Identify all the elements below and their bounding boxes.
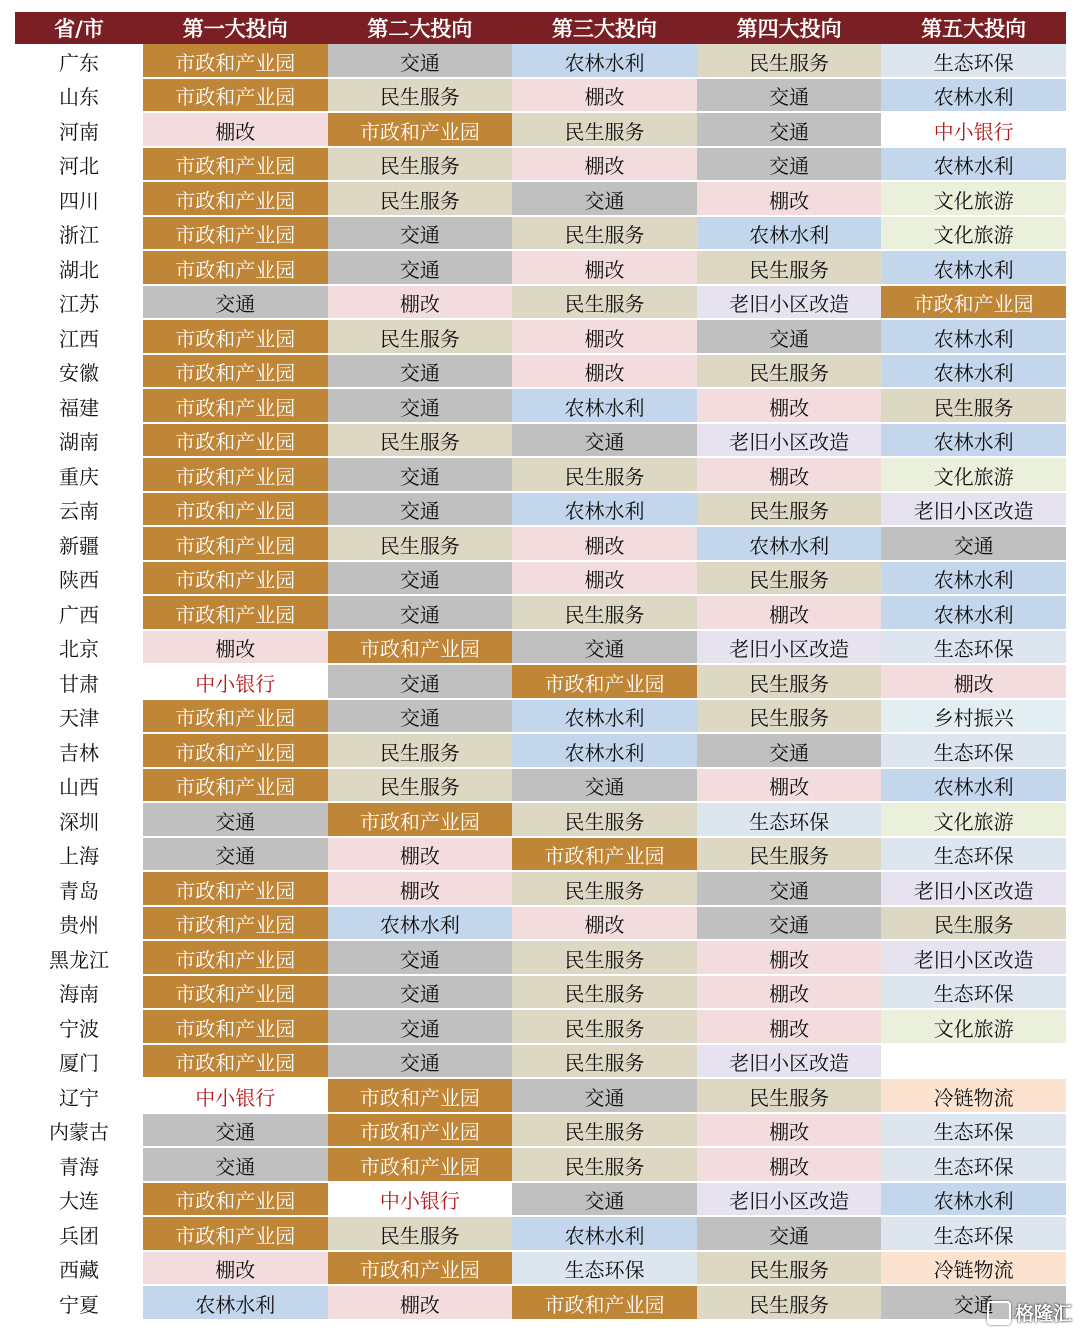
investment-cell-rank-2: 农林水利	[328, 907, 513, 942]
table-row	[15, 1183, 1066, 1218]
investment-cell-rank-4: 生态环保	[697, 803, 882, 838]
table-row	[15, 907, 1066, 942]
table-row	[15, 1045, 1066, 1080]
investment-cell-rank-1: 棚改	[143, 113, 328, 148]
province-cell: 福建	[15, 389, 143, 424]
investment-cell-rank-1: 交通	[143, 838, 328, 873]
investment-cell-rank-5: 农林水利	[881, 79, 1066, 114]
investment-cell-rank-3: 民生服务	[512, 872, 697, 907]
investment-cell-rank-4: 交通	[697, 148, 882, 183]
table-row	[15, 734, 1066, 769]
investment-cell-rank-1: 市政和产业园	[143, 251, 328, 286]
investment-cell-rank-2: 市政和产业园	[328, 631, 513, 666]
investment-cell-rank-2: 交通	[328, 389, 513, 424]
investment-cell-rank-5: 交通	[881, 1286, 1066, 1321]
investment-cell-rank-3: 民生服务	[512, 803, 697, 838]
province-cell: 新疆	[15, 527, 143, 562]
investment-cell-rank-3: 市政和产业园	[512, 665, 697, 700]
province-cell: 青海	[15, 1148, 143, 1183]
investment-cell-rank-3: 农林水利	[512, 1217, 697, 1252]
investment-cell-rank-3: 民生服务	[512, 976, 697, 1011]
province-cell: 宁波	[15, 1010, 143, 1045]
investment-cell-rank-3: 民生服务	[512, 596, 697, 631]
investment-cell-rank-3: 棚改	[512, 251, 697, 286]
table-row	[15, 1148, 1066, 1183]
investment-cell-rank-3: 农林水利	[512, 493, 697, 528]
investment-cell-rank-5: 生态环保	[881, 734, 1066, 769]
table-row	[15, 148, 1066, 183]
table-row	[15, 217, 1066, 252]
table-row	[15, 665, 1066, 700]
table-row	[15, 79, 1066, 114]
investment-cell-rank-1: 中小银行	[143, 665, 328, 700]
investment-cell-rank-1: 农林水利	[143, 1286, 328, 1321]
investment-cell-rank-1: 市政和产业园	[143, 182, 328, 217]
investment-cell-rank-3: 交通	[512, 769, 697, 804]
investment-cell-rank-2: 棚改	[328, 286, 513, 321]
investment-cell-rank-3: 交通	[512, 182, 697, 217]
investment-cell-rank-2: 棚改	[328, 1286, 513, 1321]
investment-cell-rank-4: 交通	[697, 79, 882, 114]
investment-cell-rank-5: 农林水利	[881, 562, 1066, 597]
investment-cell-rank-5: 冷链物流	[881, 1079, 1066, 1114]
investment-cell-rank-5: 文化旅游	[881, 217, 1066, 252]
investment-cell-rank-3: 民生服务	[512, 113, 697, 148]
investment-cell-rank-1: 市政和产业园	[143, 769, 328, 804]
table-row	[15, 1252, 1066, 1287]
investment-cell-rank-3: 农林水利	[512, 44, 697, 79]
investment-cell-rank-5: 农林水利	[881, 148, 1066, 183]
province-cell: 吉林	[15, 734, 143, 769]
table-row	[15, 355, 1066, 390]
investment-cell-rank-1: 交通	[143, 803, 328, 838]
province-cell: 贵州	[15, 907, 143, 942]
investment-cell-rank-4: 老旧小区改造	[697, 1183, 882, 1218]
province-cell: 浙江	[15, 217, 143, 252]
table-row	[15, 803, 1066, 838]
table-row	[15, 493, 1066, 528]
province-cell: 广西	[15, 596, 143, 631]
investment-cell-rank-5: 文化旅游	[881, 458, 1066, 493]
investment-cell-rank-4: 交通	[697, 734, 882, 769]
province-cell: 广东	[15, 44, 143, 79]
investment-cell-rank-1: 市政和产业园	[143, 44, 328, 79]
province-cell: 天津	[15, 700, 143, 735]
investment-cell-rank-1: 市政和产业园	[143, 493, 328, 528]
table-row	[15, 389, 1066, 424]
table-row	[15, 458, 1066, 493]
investment-cell-rank-2: 交通	[328, 700, 513, 735]
province-cell: 山西	[15, 769, 143, 804]
investment-cell-rank-3: 棚改	[512, 562, 697, 597]
logo-icon	[987, 1301, 1011, 1325]
investment-cell-rank-1: 棚改	[143, 631, 328, 666]
investment-cell-rank-3: 棚改	[512, 907, 697, 942]
province-cell: 河南	[15, 113, 143, 148]
investment-cell-rank-2: 市政和产业园	[328, 1148, 513, 1183]
province-cell: 青岛	[15, 872, 143, 907]
investment-cell-rank-2: 交通	[328, 596, 513, 631]
province-cell: 湖南	[15, 424, 143, 459]
investment-cell-rank-1: 交通	[143, 1114, 328, 1149]
investment-cell-rank-4: 交通	[697, 113, 882, 148]
table-row	[15, 941, 1066, 976]
province-cell: 海南	[15, 976, 143, 1011]
investment-cell-rank-2: 市政和产业园	[328, 803, 513, 838]
table-row	[15, 700, 1066, 735]
investment-cell-rank-5: 生态环保	[881, 44, 1066, 79]
investment-cell-rank-2: 交通	[328, 976, 513, 1011]
investment-cell-rank-4: 交通	[697, 872, 882, 907]
investment-cell-rank-2: 棚改	[328, 838, 513, 873]
investment-cell-rank-2: 交通	[328, 562, 513, 597]
investment-cell-rank-5: 冷链物流	[881, 1252, 1066, 1287]
investment-cell-rank-3: 棚改	[512, 320, 697, 355]
investment-cell-rank-5: 农林水利	[881, 769, 1066, 804]
investment-cell-rank-5: 棚改	[881, 665, 1066, 700]
table-row	[15, 1114, 1066, 1149]
investment-cell-rank-2: 交通	[328, 941, 513, 976]
province-cell: 宁夏	[15, 1286, 143, 1321]
investment-cell-rank-2: 民生服务	[328, 424, 513, 459]
investment-cell-rank-2: 市政和产业园	[328, 113, 513, 148]
investment-cell-rank-1: 市政和产业园	[143, 458, 328, 493]
investment-cell-rank-1: 市政和产业园	[143, 148, 328, 183]
investment-cell-rank-2: 民生服务	[328, 79, 513, 114]
table-row	[15, 1010, 1066, 1045]
table-row	[15, 182, 1066, 217]
province-cell: 辽宁	[15, 1079, 143, 1114]
investment-cell-rank-3: 棚改	[512, 527, 697, 562]
watermark-logo	[987, 1299, 1072, 1326]
investment-cell-rank-1: 市政和产业园	[143, 1010, 328, 1045]
header-province: 省/市	[15, 12, 143, 44]
investment-cell-rank-4: 民生服务	[697, 1286, 882, 1321]
investment-cell-rank-2: 交通	[328, 665, 513, 700]
investment-cell-rank-1: 市政和产业园	[143, 1183, 328, 1218]
investment-cell-rank-5: 生态环保	[881, 1114, 1066, 1149]
header-rank-4: 第四大投向	[697, 12, 882, 44]
header-rank-5: 第五大投向	[881, 12, 1066, 44]
investment-cell-rank-1: 市政和产业园	[143, 1217, 328, 1252]
investment-cell-rank-4: 民生服务	[697, 838, 882, 873]
investment-cell-rank-3: 农林水利	[512, 734, 697, 769]
investment-cell-rank-5: 文化旅游	[881, 1010, 1066, 1045]
province-cell: 厦门	[15, 1045, 143, 1080]
investment-cell-rank-5: 农林水利	[881, 424, 1066, 459]
investment-cell-rank-3: 交通	[512, 1079, 697, 1114]
province-cell: 甘肃	[15, 665, 143, 700]
investment-cell-rank-1: 市政和产业园	[143, 389, 328, 424]
investment-cell-rank-5: 中小银行	[881, 113, 1066, 148]
investment-cell-rank-3: 市政和产业园	[512, 1286, 697, 1321]
investment-cell-rank-5: 农林水利	[881, 596, 1066, 631]
investment-cell-rank-1: 交通	[143, 286, 328, 321]
table-row	[15, 1286, 1066, 1321]
investment-cell-rank-4: 老旧小区改造	[697, 1045, 882, 1080]
investment-cell-rank-4: 民生服务	[697, 1252, 882, 1287]
investment-cell-rank-1: 市政和产业园	[143, 79, 328, 114]
table-row	[15, 527, 1066, 562]
province-cell: 湖北	[15, 251, 143, 286]
table-row	[15, 286, 1066, 321]
investment-cell-rank-1: 市政和产业园	[143, 907, 328, 942]
investment-cell-rank-4: 老旧小区改造	[697, 631, 882, 666]
header-rank-3: 第三大投向	[512, 12, 697, 44]
province-cell: 深圳	[15, 803, 143, 838]
province-cell: 北京	[15, 631, 143, 666]
table-row	[15, 1079, 1066, 1114]
province-cell: 兵团	[15, 1217, 143, 1252]
investment-cell-rank-1: 市政和产业园	[143, 1045, 328, 1080]
investment-cell-rank-2: 交通	[328, 1045, 513, 1080]
investment-cell-rank-5: 老旧小区改造	[881, 941, 1066, 976]
investment-cell-rank-5: 文化旅游	[881, 803, 1066, 838]
investment-cell-rank-2: 民生服务	[328, 1217, 513, 1252]
investment-cell-rank-2: 交通	[328, 458, 513, 493]
investment-cell-rank-5: 生态环保	[881, 1148, 1066, 1183]
investment-cell-rank-4: 民生服务	[697, 700, 882, 735]
investment-cell-rank-5: 民生服务	[881, 907, 1066, 942]
investment-cell-rank-1: 市政和产业园	[143, 320, 328, 355]
header-rank-1: 第一大投向	[143, 12, 328, 44]
investment-cell-rank-1: 市政和产业园	[143, 596, 328, 631]
header-rank-2: 第二大投向	[328, 12, 513, 44]
investment-cell-rank-1: 市政和产业园	[143, 527, 328, 562]
investment-cell-rank-4: 棚改	[697, 769, 882, 804]
investment-cell-rank-4: 民生服务	[697, 493, 882, 528]
investment-cell-rank-2: 棚改	[328, 872, 513, 907]
investment-cell-rank-1: 市政和产业园	[143, 734, 328, 769]
header-row	[15, 12, 1066, 44]
investment-cell-rank-1: 市政和产业园	[143, 941, 328, 976]
investment-cell-rank-3: 民生服务	[512, 1010, 697, 1045]
investment-cell-rank-1: 市政和产业园	[143, 976, 328, 1011]
investment-cell-rank-3: 棚改	[512, 148, 697, 183]
province-cell: 上海	[15, 838, 143, 873]
table-row	[15, 320, 1066, 355]
investment-cell-rank-1: 中小银行	[143, 1079, 328, 1114]
province-cell: 陕西	[15, 562, 143, 597]
province-cell: 河北	[15, 148, 143, 183]
investment-cell-rank-1: 市政和产业园	[143, 355, 328, 390]
investment-cell-rank-2: 民生服务	[328, 769, 513, 804]
investment-cell-rank-4: 交通	[697, 1217, 882, 1252]
investment-cell-rank-2: 市政和产业园	[328, 1079, 513, 1114]
table-row	[15, 596, 1066, 631]
investment-cell-rank-4: 棚改	[697, 941, 882, 976]
investment-cell-rank-3: 民生服务	[512, 941, 697, 976]
province-cell: 安徽	[15, 355, 143, 390]
investment-cell-rank-5: 交通	[881, 527, 1066, 562]
investment-cell-rank-3: 交通	[512, 424, 697, 459]
investment-cell-rank-3: 民生服务	[512, 458, 697, 493]
investment-cell-rank-1: 市政和产业园	[143, 872, 328, 907]
table-row	[15, 838, 1066, 873]
investment-cell-rank-5: 生态环保	[881, 838, 1066, 873]
investment-cell-rank-3: 民生服务	[512, 217, 697, 252]
investment-cell-rank-1: 市政和产业园	[143, 424, 328, 459]
investment-cell-rank-4: 棚改	[697, 1010, 882, 1045]
investment-cell-rank-5: 老旧小区改造	[881, 872, 1066, 907]
investment-cell-rank-5: 农林水利	[881, 320, 1066, 355]
province-cell: 四川	[15, 182, 143, 217]
province-cell: 云南	[15, 493, 143, 528]
investment-cell-rank-3: 民生服务	[512, 1148, 697, 1183]
province-cell: 内蒙古	[15, 1114, 143, 1149]
investment-direction-table	[15, 12, 1066, 1321]
investment-cell-rank-2: 民生服务	[328, 148, 513, 183]
investment-cell-rank-4: 民生服务	[697, 562, 882, 597]
investment-cell-rank-1: 市政和产业园	[143, 700, 328, 735]
investment-cell-rank-5: 农林水利	[881, 355, 1066, 390]
investment-cell-rank-4: 民生服务	[697, 44, 882, 79]
investment-cell-rank-3: 棚改	[512, 79, 697, 114]
table-row	[15, 631, 1066, 666]
investment-cell-rank-4: 农林水利	[697, 217, 882, 252]
investment-cell-rank-3: 民生服务	[512, 286, 697, 321]
investment-cell-rank-4: 棚改	[697, 458, 882, 493]
investment-cell-rank-3: 市政和产业园	[512, 838, 697, 873]
investment-cell-rank-5: 民生服务	[881, 389, 1066, 424]
province-cell: 重庆	[15, 458, 143, 493]
table-row	[15, 251, 1066, 286]
investment-cell-rank-2: 民生服务	[328, 320, 513, 355]
investment-cell-rank-2: 交通	[328, 44, 513, 79]
investment-cell-rank-3: 农林水利	[512, 700, 697, 735]
investment-cell-rank-1: 市政和产业园	[143, 562, 328, 597]
investment-cell-rank-2: 交通	[328, 251, 513, 286]
province-cell: 黑龙江	[15, 941, 143, 976]
investment-cell-rank-5: 生态环保	[881, 976, 1066, 1011]
province-cell: 大连	[15, 1183, 143, 1218]
province-cell: 江西	[15, 320, 143, 355]
province-cell: 山东	[15, 79, 143, 114]
investment-cell-rank-2: 市政和产业园	[328, 1114, 513, 1149]
table-row	[15, 872, 1066, 907]
investment-cell-rank-2: 交通	[328, 1010, 513, 1045]
investment-cell-rank-4: 交通	[697, 320, 882, 355]
investment-cell-rank-4: 棚改	[697, 1114, 882, 1149]
investment-cell-rank-5: 市政和产业园	[881, 286, 1066, 321]
table-row	[15, 976, 1066, 1011]
table-body	[15, 44, 1066, 1321]
investment-cell-rank-5: 生态环保	[881, 1217, 1066, 1252]
province-cell: 西藏	[15, 1252, 143, 1287]
investment-cell-rank-4: 民生服务	[697, 1079, 882, 1114]
investment-cell-rank-4: 棚改	[697, 976, 882, 1011]
investment-table-container	[15, 12, 1066, 1321]
table-row	[15, 44, 1066, 79]
investment-cell-rank-4: 民生服务	[697, 355, 882, 390]
province-cell: 江苏	[15, 286, 143, 321]
investment-cell-rank-2: 中小银行	[328, 1183, 513, 1218]
table-row	[15, 769, 1066, 804]
investment-cell-rank-3: 生态环保	[512, 1252, 697, 1287]
investment-cell-rank-5: 农林水利	[881, 251, 1066, 286]
investment-cell-rank-5: 老旧小区改造	[881, 493, 1066, 528]
investment-cell-rank-4: 老旧小区改造	[697, 424, 882, 459]
investment-cell-rank-1: 市政和产业园	[143, 217, 328, 252]
table-row	[15, 424, 1066, 459]
investment-cell-rank-3: 交通	[512, 1183, 697, 1218]
investment-cell-rank-5	[881, 1045, 1066, 1080]
investment-cell-rank-1: 棚改	[143, 1252, 328, 1287]
investment-cell-rank-5: 生态环保	[881, 631, 1066, 666]
investment-cell-rank-4: 棚改	[697, 1148, 882, 1183]
investment-cell-rank-2: 民生服务	[328, 182, 513, 217]
investment-cell-rank-2: 交通	[328, 493, 513, 528]
investment-cell-rank-2: 民生服务	[328, 734, 513, 769]
investment-cell-rank-5: 文化旅游	[881, 182, 1066, 217]
investment-cell-rank-4: 棚改	[697, 182, 882, 217]
investment-cell-rank-3: 民生服务	[512, 1114, 697, 1149]
investment-cell-rank-4: 民生服务	[697, 665, 882, 700]
investment-cell-rank-3: 农林水利	[512, 389, 697, 424]
investment-cell-rank-4: 农林水利	[697, 527, 882, 562]
investment-cell-rank-4: 老旧小区改造	[697, 286, 882, 321]
investment-cell-rank-3: 民生服务	[512, 1045, 697, 1080]
investment-cell-rank-2: 市政和产业园	[328, 1252, 513, 1287]
investment-cell-rank-5: 农林水利	[881, 1183, 1066, 1218]
investment-cell-rank-4: 交通	[697, 907, 882, 942]
investment-cell-rank-5: 乡村振兴	[881, 700, 1066, 735]
investment-cell-rank-2: 交通	[328, 355, 513, 390]
investment-cell-rank-4: 民生服务	[697, 251, 882, 286]
table-row	[15, 113, 1066, 148]
investment-cell-rank-2: 交通	[328, 217, 513, 252]
watermark-text: 格隆汇	[1014, 1303, 1072, 1325]
investment-cell-rank-4: 棚改	[697, 596, 882, 631]
table-row	[15, 562, 1066, 597]
investment-cell-rank-4: 棚改	[697, 389, 882, 424]
investment-cell-rank-3: 棚改	[512, 355, 697, 390]
investment-cell-rank-1: 交通	[143, 1148, 328, 1183]
table-row	[15, 1217, 1066, 1252]
investment-cell-rank-3: 交通	[512, 631, 697, 666]
investment-cell-rank-2: 民生服务	[328, 527, 513, 562]
